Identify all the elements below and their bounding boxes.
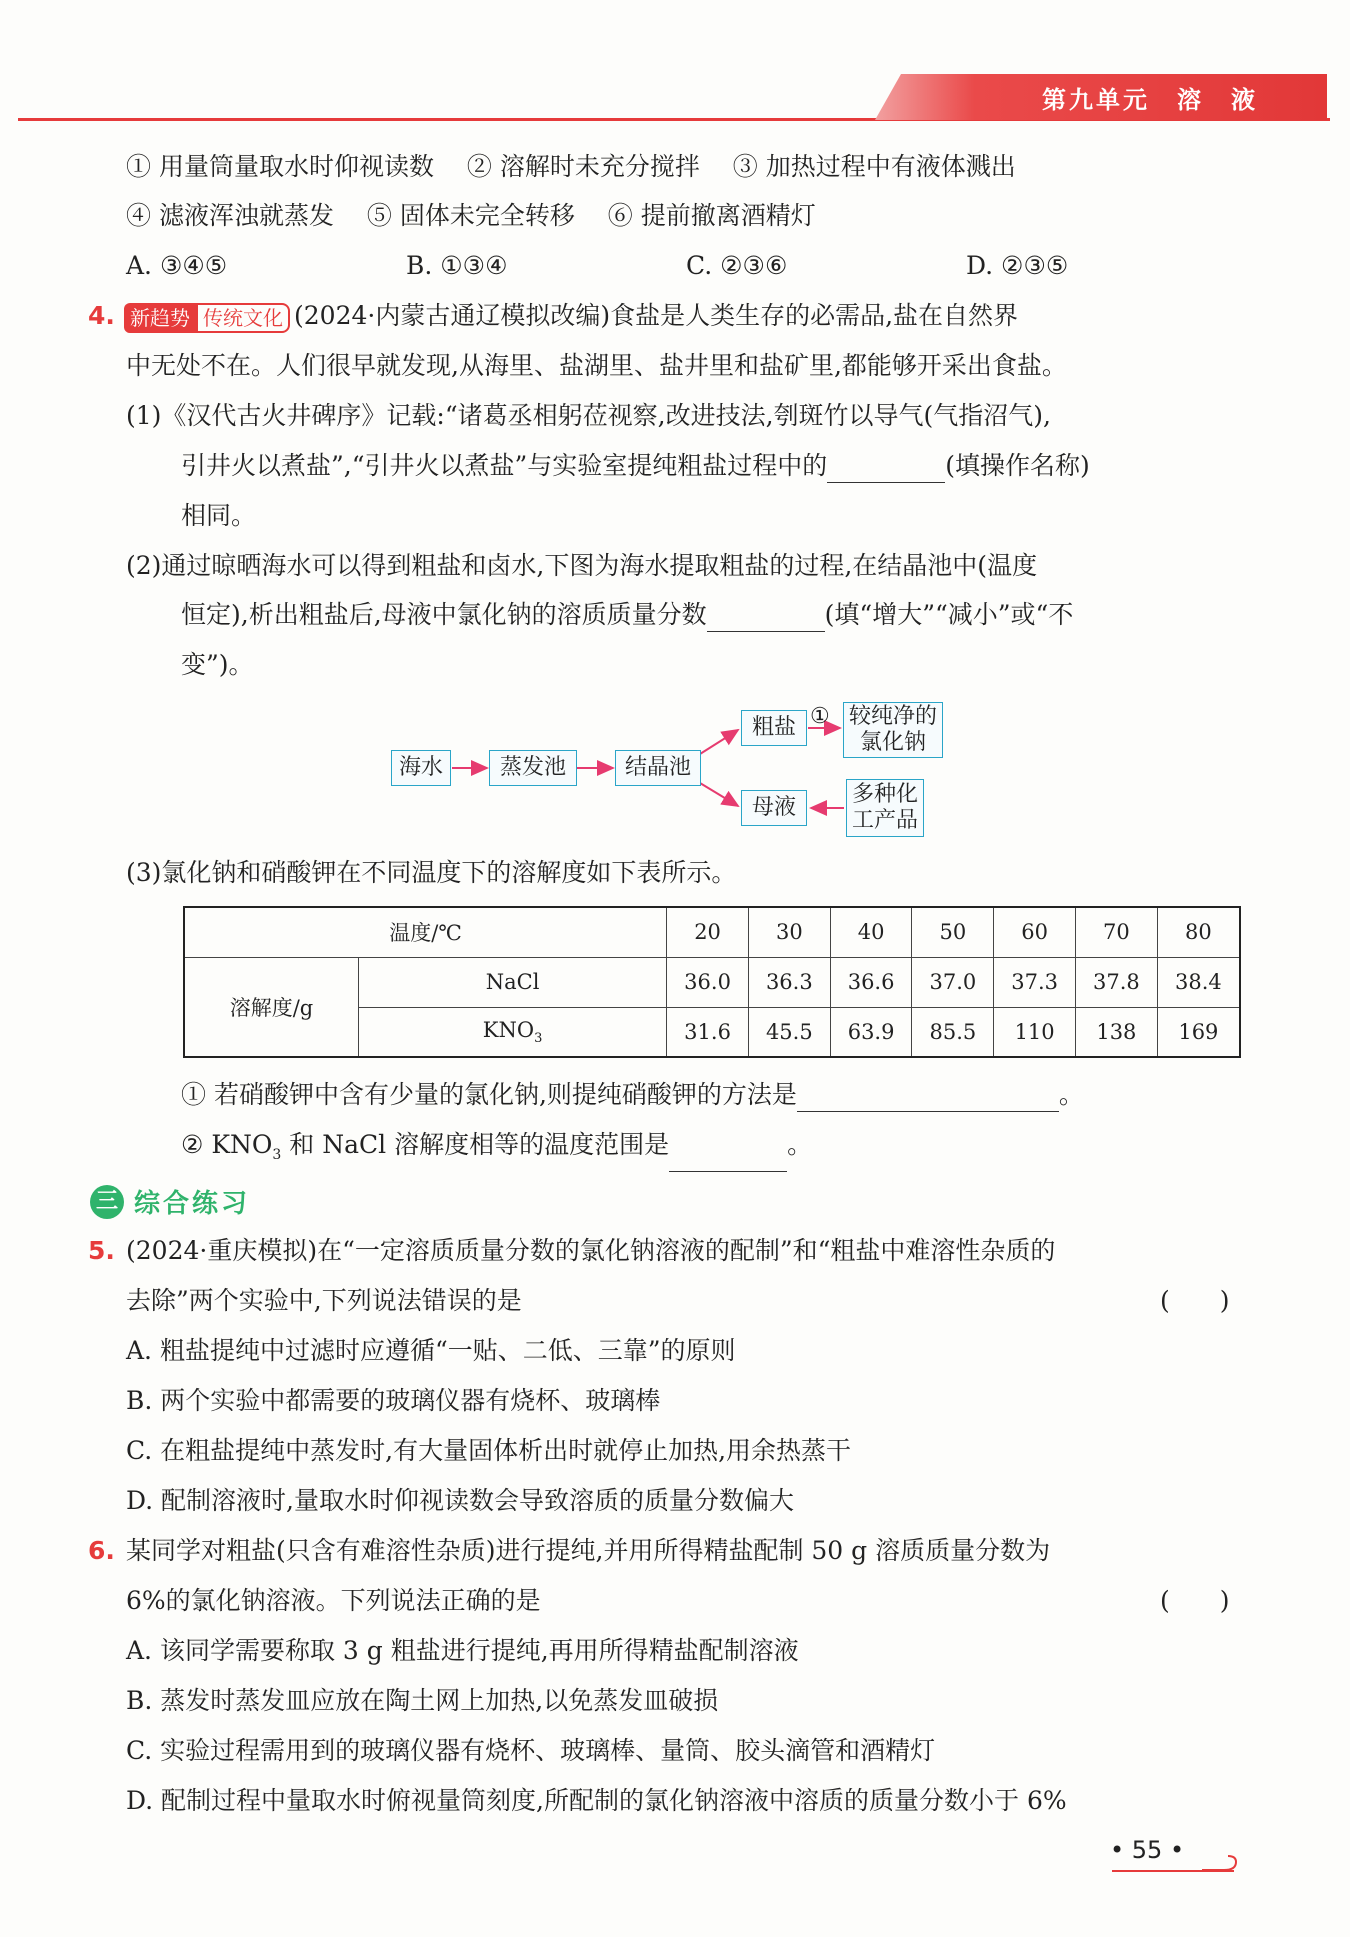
q4-part1-hint: (填操作名称) bbox=[945, 451, 1090, 480]
q4-part2-line-1: (2)通过晾晒海水可以得到粗盐和卤水,下图为海水提取粗盐的过程,在结晶池中(温度 bbox=[126, 551, 1038, 580]
pure-nacl-line-2: 氯化钠 bbox=[859, 730, 926, 755]
answer-paren[interactable]: ( ) bbox=[1160, 1586, 1230, 1615]
sub2-end: 。 bbox=[787, 1130, 813, 1159]
kno3-label-cell bbox=[359, 1007, 667, 1057]
table-cell: 138 bbox=[1076, 1007, 1158, 1057]
trend-badge: 新趋势 bbox=[124, 303, 196, 333]
q5-choice-d: D. 配制溶液时,量取水时仰视读数会导致溶质的质量分数偏大 bbox=[126, 1486, 794, 1515]
crystallization-pond-box: 结晶池 bbox=[615, 750, 701, 786]
q5-choice-a: A. 粗盐提纯中过滤时应遵循“一贴、二低、三靠”的原则 bbox=[126, 1336, 736, 1365]
q3-choice-b: B. ①③④ bbox=[406, 251, 508, 280]
unit-title: 第九单元 溶 液 bbox=[1042, 86, 1258, 114]
table-cell: 37.3 bbox=[994, 957, 1076, 1007]
pure-nacl-box bbox=[843, 702, 943, 758]
sub1-end: 。 bbox=[1058, 1080, 1084, 1109]
answer-paren[interactable]: ( ) bbox=[1160, 1286, 1230, 1315]
section-title: 综合练习 bbox=[134, 1189, 251, 1219]
chem-products-line-2: 工产品 bbox=[851, 808, 918, 833]
q6-choice-c: C. 实验过程需用到的玻璃仪器有烧杯、玻璃棒、量筒、胶头滴管和酒精灯 bbox=[126, 1736, 936, 1765]
table-row bbox=[184, 957, 1240, 1007]
evaporation-pond-box: 蒸发池 bbox=[489, 750, 577, 786]
q3-choice-c: C. ②③⑥ bbox=[686, 251, 788, 280]
culture-badge: 传统文化 bbox=[196, 303, 290, 333]
table-cell: 36.6 bbox=[830, 957, 912, 1007]
q5-stem-line-2: 去除”两个实验中,下列说法错误的是 bbox=[126, 1286, 522, 1315]
q4-subquestion-2 bbox=[181, 1128, 812, 1172]
question-number: 6. bbox=[88, 1536, 115, 1565]
q3-option-line-1: ① 用量筒量取水时仰视读数 ② 溶解时未充分搅拌 ③ 加热过程中有液体溅出 bbox=[126, 152, 1016, 181]
kno3-formula: KNO bbox=[482, 1017, 535, 1042]
question-number: 4. bbox=[88, 301, 115, 330]
table-cell: 38.4 bbox=[1157, 957, 1240, 1007]
sub2-text: 和 NaCl 溶解度相等的温度范围是 bbox=[281, 1130, 670, 1159]
q6-choice-a: A. 该同学需要称取 3 g 粗盐进行提纯,再用所得精盐配制溶液 bbox=[126, 1636, 799, 1665]
q4-part2-line-3: 变”)。 bbox=[181, 650, 254, 679]
section-number-icon: 三 bbox=[90, 1185, 124, 1219]
answer-blank[interactable] bbox=[797, 1085, 1059, 1112]
temp-cell: 60 bbox=[994, 907, 1076, 957]
q5-choice-c: C. 在粗盐提纯中蒸发时,有大量固体析出时就停止加热,用余热蒸干 bbox=[126, 1436, 852, 1465]
seawater-box: 海水 bbox=[391, 750, 451, 786]
sub1-text: ① 若硝酸钾中含有少量的氯化钠,则提纯硝酸钾的方法是 bbox=[181, 1080, 797, 1109]
question-number: 5. bbox=[88, 1236, 115, 1265]
chem-products-line-1: 多种化 bbox=[851, 782, 918, 807]
q3-choice-d: D. ②③⑤ bbox=[966, 251, 1069, 280]
kno3-subscript: 3 bbox=[534, 1030, 543, 1046]
page-curl-icon bbox=[1200, 1852, 1240, 1876]
q6-stem-line-1: 某同学对粗盐(只含有难溶性杂质)进行提纯,并用所得精盐配制 50 g 溶质质量分数为 bbox=[126, 1536, 1051, 1565]
temp-cell: 80 bbox=[1157, 907, 1240, 957]
sub2-subscript: 3 bbox=[272, 1147, 282, 1163]
table-cell: 37.0 bbox=[912, 957, 994, 1007]
page-number: • 55 • bbox=[1110, 1836, 1185, 1864]
q3-option-line-2: ④ 滤液浑浊就蒸发 ⑤ 固体未完全转移 ⑥ 提前撤离酒精灯 bbox=[126, 201, 816, 230]
temp-cell: 70 bbox=[1076, 907, 1158, 957]
mother-liquor-box: 母液 bbox=[741, 790, 807, 826]
table-header-row bbox=[184, 907, 1240, 957]
q4-stem-line-2: 中无处不在。人们很早就发现,从海里、盐湖里、盐井里和盐矿里,都能够开采出食盐。 bbox=[126, 351, 1067, 380]
q4-part1-line-1: (1)《汉代古火井碑序》记载:“诸葛丞相躬莅视察,改进技法,刳斑竹以导气(气指沼气), bbox=[126, 401, 1051, 430]
table-cell: 31.6 bbox=[667, 1007, 749, 1057]
temp-cell: 30 bbox=[748, 907, 830, 957]
q4-part3-line: (3)氯化钠和硝酸钾在不同温度下的溶解度如下表所示。 bbox=[126, 858, 737, 887]
table-cell: 36.0 bbox=[667, 957, 749, 1007]
section-heading bbox=[90, 1183, 250, 1220]
q4-stem-text: (2024·内蒙古通辽模拟改编)食盐是人类生存的必需品,盐在自然界 bbox=[294, 301, 1019, 330]
q6-stem-line-2: 6%的氯化钠溶液。下列说法正确的是 bbox=[126, 1586, 541, 1615]
temp-cell: 50 bbox=[912, 907, 994, 957]
solubility-table bbox=[183, 906, 1241, 1058]
pure-nacl-line-1: 较纯净的 bbox=[848, 704, 937, 729]
q5-choice-b: B. 两个实验中都需要的玻璃仪器有烧杯、玻璃棒 bbox=[126, 1386, 661, 1415]
temp-cell: 40 bbox=[830, 907, 912, 957]
table-cell: 63.9 bbox=[830, 1007, 912, 1057]
table-cell: 36.3 bbox=[748, 957, 830, 1007]
temp-header-cell: 温度/℃ bbox=[184, 907, 667, 957]
answer-blank[interactable] bbox=[669, 1145, 787, 1172]
table-cell: 110 bbox=[994, 1007, 1076, 1057]
q3-choice-a: A. ③④⑤ bbox=[126, 251, 228, 280]
table-cell: 37.8 bbox=[1076, 957, 1158, 1007]
chemical-products-box bbox=[846, 779, 924, 837]
q6-choice-b: B. 蒸发时蒸发皿应放在陶土网上加热,以免蒸发皿破损 bbox=[126, 1686, 719, 1715]
table-cell: 45.5 bbox=[748, 1007, 830, 1057]
step-marker: ① bbox=[810, 704, 830, 729]
table-cell: 169 bbox=[1157, 1007, 1240, 1057]
q6-choice-d: D. 配制过程中量取水时俯视量筒刻度,所配制的氯化钠溶液中溶质的质量分数小于 6% bbox=[126, 1786, 1067, 1815]
q4-part2-text: 恒定),析出粗盐后,母液中氯化钠的溶质质量分数 bbox=[181, 600, 707, 629]
q4-part1-line-3: 相同。 bbox=[181, 501, 257, 530]
q4-part2-hint: (填“增大”“减小”或“不 bbox=[824, 600, 1074, 629]
q4-subquestion-1 bbox=[181, 1078, 1084, 1112]
temp-cell: 20 bbox=[667, 907, 749, 957]
q5-stem-line-1: (2024·重庆模拟)在“一定溶质质量分数的氯化钠溶液的配制”和“粗盐中难溶性杂质的 bbox=[126, 1236, 1056, 1265]
solubility-label-cell: 溶解度/g bbox=[184, 957, 359, 1057]
table-cell: 85.5 bbox=[912, 1007, 994, 1057]
nacl-label-cell: NaCl bbox=[359, 957, 667, 1007]
crude-salt-box: 粗盐 bbox=[741, 710, 807, 746]
sub2-formula: ② KNO bbox=[181, 1130, 273, 1159]
q4-part1-text: 引井火以煮盐”,“引井火以煮盐”与实验室提纯粗盐过程中的 bbox=[181, 451, 828, 480]
